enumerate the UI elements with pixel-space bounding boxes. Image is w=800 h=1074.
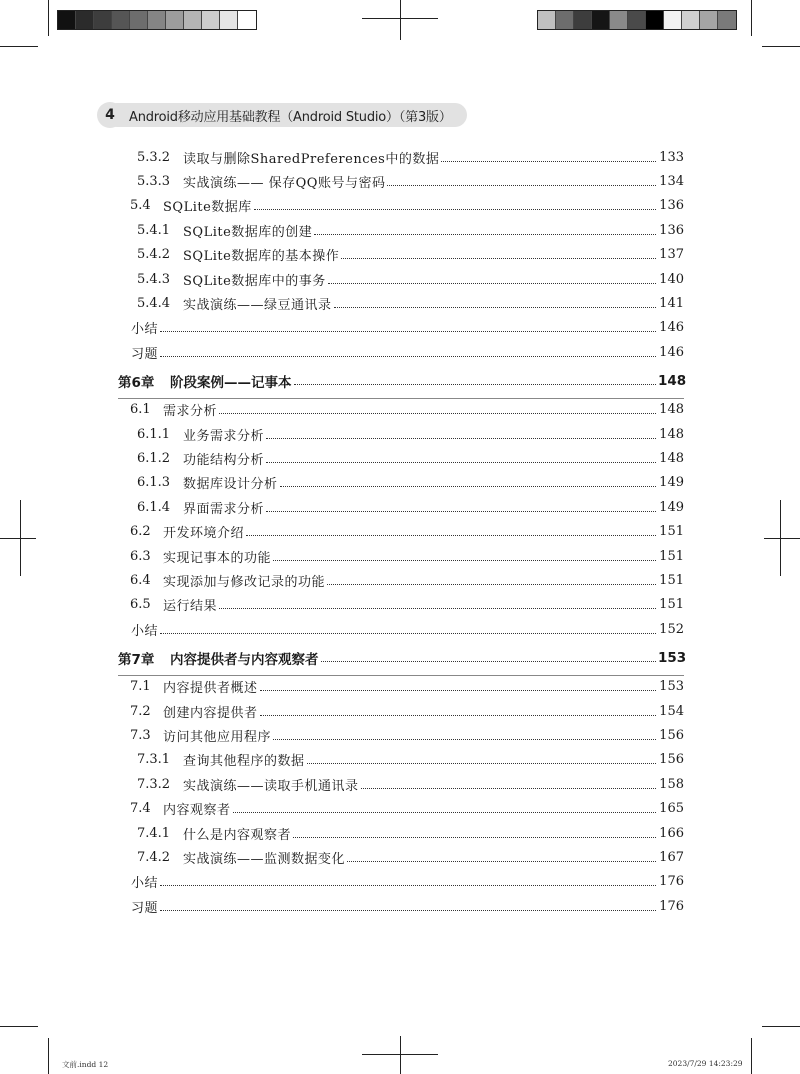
toc-entry-page: 146	[659, 344, 684, 360]
toc-entry[interactable]	[137, 146, 684, 168]
toc-entry-title: 界面需求分析	[183, 501, 265, 517]
toc-entry[interactable]	[130, 724, 684, 746]
color-swatch	[220, 11, 238, 29]
toc-entry-title: 功能结构分析	[183, 452, 265, 468]
toc-entry-page: 136	[659, 198, 684, 214]
toc-entry[interactable]	[137, 749, 684, 771]
toc-entry[interactable]	[131, 871, 684, 893]
toc-entry-page: 156	[659, 727, 684, 743]
color-swatch	[700, 11, 718, 29]
toc-entry[interactable]	[137, 170, 684, 192]
toc-entry-number: 5.4.4	[137, 295, 171, 311]
toc-entry-page: 167	[659, 849, 684, 865]
color-swatch	[538, 11, 556, 29]
toc-entry-page: 140	[659, 271, 684, 287]
toc-entry-number: 6.1.2	[137, 450, 171, 466]
toc-entry-title: 访问其他应用程序	[163, 729, 272, 745]
color-swatch	[94, 11, 112, 29]
toc-entry-page: 165	[659, 801, 684, 817]
running-header	[105, 103, 467, 127]
toc-entry-number: 7.2	[130, 703, 151, 719]
toc-entry-page: 148	[659, 450, 684, 466]
toc-entry-number: 6.3	[130, 548, 151, 564]
toc-entry-number: 7.3.2	[137, 776, 171, 792]
toc-entry-page: 148	[658, 372, 687, 389]
dot-leader	[273, 739, 656, 740]
toc-entry-title: 实战演练——绿豆通讯录	[183, 297, 332, 313]
dot-leader	[327, 584, 656, 585]
toc-entry-page: 151	[659, 597, 684, 613]
dot-leader	[219, 413, 656, 414]
toc-entry[interactable]	[130, 798, 684, 820]
toc-entry-title: 内容提供者与内容观察者	[170, 651, 319, 668]
footer-timestamp: 2023/7/29 14:23:29	[668, 1059, 743, 1068]
toc-entry[interactable]	[137, 244, 684, 266]
toc-entry[interactable]	[131, 895, 684, 917]
dot-leader	[260, 690, 656, 691]
toc-entry[interactable]	[137, 773, 684, 795]
toc-entry-title: 实现添加与修改记录的功能	[163, 574, 326, 590]
color-swatch	[574, 11, 592, 29]
crop-mark	[48, 0, 49, 36]
toc-entry-title: 实现记事本的功能	[163, 550, 272, 566]
color-swatch	[718, 11, 736, 29]
toc-entry[interactable]	[131, 341, 684, 363]
toc-entry-page: 134	[659, 173, 684, 189]
toc-entry-number: 6.1.1	[137, 426, 171, 442]
toc-entry-number: 6.1.3	[137, 475, 171, 491]
toc-entry-number: 7.4	[130, 801, 151, 817]
registration-mark-top	[362, 0, 438, 40]
registration-mark-bottom	[362, 1036, 438, 1074]
toc-entry-title: 习题	[131, 900, 159, 916]
dot-leader	[307, 763, 656, 764]
color-swatch	[130, 11, 148, 29]
toc-entry-page: 148	[659, 426, 684, 442]
toc-entry-title: 实战演练——监测数据变化	[183, 851, 346, 867]
crop-mark	[751, 0, 752, 36]
toc-entry-page: 158	[659, 776, 684, 792]
dot-leader	[387, 185, 656, 186]
toc-entry-title: SQLite数据库的创建	[183, 224, 313, 240]
color-swatch-strip-right	[537, 10, 737, 30]
toc-entry-title: SQLite数据库的基本操作	[183, 249, 340, 265]
toc-entry-number: 5.4	[130, 198, 151, 214]
color-swatch	[664, 11, 682, 29]
toc-entry-page: 176	[659, 874, 684, 890]
dot-leader	[160, 910, 656, 911]
dot-leader	[160, 331, 656, 332]
dot-leader	[160, 633, 656, 634]
color-swatch	[112, 11, 130, 29]
toc-entry[interactable]	[137, 268, 684, 290]
toc-entry[interactable]	[130, 569, 684, 591]
toc-entry-number: 7.3	[130, 727, 151, 743]
toc-entry-page: 137	[659, 247, 684, 263]
dot-leader	[341, 258, 656, 259]
color-swatch	[592, 11, 610, 29]
toc-chapter-entry[interactable]	[118, 647, 687, 669]
toc-entry-title: 小结	[131, 623, 159, 639]
toc-entry-title: 需求分析	[163, 404, 218, 420]
dot-leader	[280, 486, 656, 487]
toc-entry-number: 5.4.3	[137, 271, 171, 287]
toc-entry[interactable]	[137, 219, 684, 241]
toc-entry-number: 6.4	[130, 572, 151, 588]
dot-leader	[321, 661, 657, 662]
toc-entry-title: 查询其他程序的数据	[183, 754, 305, 770]
toc-entry-number: 7.4.2	[137, 849, 171, 865]
color-swatch	[202, 11, 220, 29]
toc-entry-number: 6.1	[130, 402, 151, 418]
toc-entry-title: 实战演练—— 保存QQ账号与密码	[183, 175, 386, 191]
toc-entry-number: 第6章	[118, 374, 155, 391]
toc-entry-title: 创建内容提供者	[163, 705, 258, 721]
toc-entry[interactable]	[131, 618, 684, 640]
toc-entry-page: 136	[659, 222, 684, 238]
toc-entry-title: SQLite数据库中的事务	[183, 273, 326, 289]
crop-mark	[0, 46, 38, 47]
toc-entry[interactable]	[130, 676, 684, 698]
toc-entry-page: 176	[659, 898, 684, 914]
toc-entry-title: 什么是内容观察者	[183, 827, 292, 843]
toc-entry[interactable]	[137, 822, 684, 844]
toc-entry[interactable]	[130, 399, 684, 421]
toc-entry[interactable]	[137, 496, 684, 518]
toc-entry-page: 166	[659, 825, 684, 841]
toc-entry-number: 7.4.1	[137, 825, 171, 841]
color-swatch	[76, 11, 94, 29]
registration-mark-right	[764, 500, 800, 576]
color-swatch	[556, 11, 574, 29]
toc-entry-number: 7.3.1	[137, 752, 171, 768]
toc-entry-number: 第7章	[118, 651, 155, 668]
toc-entry[interactable]	[130, 521, 684, 543]
dot-leader	[246, 535, 656, 536]
toc-entry-page: 133	[659, 149, 684, 165]
dot-leader	[160, 885, 656, 886]
dot-leader	[347, 861, 656, 862]
toc-entry-page: 148	[659, 402, 684, 418]
toc-entry-page: 154	[659, 703, 684, 719]
toc-entry[interactable]	[130, 195, 684, 217]
toc-entry-title: 读取与删除SharedPreferences中的数据	[183, 151, 440, 167]
toc-entry-title: 小结	[131, 322, 159, 338]
crop-mark	[751, 1038, 752, 1074]
dot-leader	[266, 462, 656, 463]
toc-entry-title: 小结	[131, 876, 159, 892]
toc-entry[interactable]	[137, 846, 684, 868]
dot-leader	[266, 438, 656, 439]
toc-entry[interactable]	[131, 317, 684, 339]
color-swatch	[58, 11, 76, 29]
toc-entry-title: 开发环境介绍	[163, 526, 245, 542]
toc-entry[interactable]	[130, 700, 684, 722]
crop-mark	[762, 46, 800, 47]
color-swatch-strip-left	[57, 10, 257, 30]
dot-leader	[334, 307, 656, 308]
toc-entry-title: 内容观察者	[163, 803, 231, 819]
toc-entry-title: 内容提供者概述	[163, 681, 258, 697]
dot-leader	[233, 812, 656, 813]
footer-file-info: 文前.indd 12	[62, 1060, 109, 1069]
toc-entry[interactable]	[137, 423, 684, 445]
color-swatch	[610, 11, 628, 29]
toc-entry-page: 149	[659, 499, 684, 515]
toc-entry-page: 151	[659, 524, 684, 540]
color-swatch	[148, 11, 166, 29]
dot-leader	[293, 837, 656, 838]
dot-leader	[266, 511, 656, 512]
toc-entry[interactable]	[137, 292, 684, 314]
dot-leader	[314, 234, 656, 235]
dot-leader	[160, 356, 656, 357]
dot-leader	[254, 209, 656, 210]
toc-entry-page: 151	[659, 548, 684, 564]
toc-entry-page: 153	[659, 679, 684, 695]
toc-entry-page: 156	[659, 752, 684, 768]
color-swatch	[166, 11, 184, 29]
crop-mark	[48, 1038, 49, 1074]
book-title: Android移动应用基础教程（Android Studio）（第3版）	[129, 109, 452, 125]
toc-entry-page: 151	[659, 572, 684, 588]
toc-entry[interactable]	[130, 594, 684, 616]
toc-entry-number: 5.4.2	[137, 247, 171, 263]
dot-leader	[294, 384, 657, 385]
crop-mark	[0, 1026, 38, 1027]
dot-leader	[260, 715, 656, 716]
toc-entry-number: 5.3.2	[137, 149, 171, 165]
toc-entry-page: 153	[658, 649, 687, 666]
dot-leader	[361, 788, 656, 789]
toc-chapter-entry[interactable]	[118, 370, 687, 392]
color-swatch	[682, 11, 700, 29]
dot-leader	[219, 608, 656, 609]
registration-mark-left	[0, 500, 36, 576]
toc-entry[interactable]	[130, 545, 684, 567]
toc-entry-number: 5.3.3	[137, 173, 171, 189]
page-number: 4	[97, 102, 123, 128]
toc-entry-number: 7.1	[130, 679, 151, 695]
toc-entry-title: 实战演练——读取手机通讯录	[183, 778, 359, 794]
toc-entry-title: 阶段案例——记事本	[170, 374, 292, 391]
toc-entry-title: 习题	[131, 346, 159, 362]
color-swatch	[628, 11, 646, 29]
color-swatch	[646, 11, 664, 29]
toc-entry-page: 149	[659, 475, 684, 491]
toc-entry-number: 6.2	[130, 524, 151, 540]
toc-entry-page: 152	[659, 621, 684, 637]
toc-entry[interactable]	[137, 447, 684, 469]
toc-entry-number: 6.5	[130, 597, 151, 613]
toc-entry-title: SQLite数据库	[163, 200, 252, 216]
crop-mark	[762, 1026, 800, 1027]
toc-entry[interactable]	[137, 472, 684, 494]
dot-leader	[441, 161, 656, 162]
toc-entry-title: 业务需求分析	[183, 428, 265, 444]
toc-entry-number: 5.4.1	[137, 222, 171, 238]
toc-entry-page: 141	[659, 295, 684, 311]
color-swatch	[238, 11, 256, 29]
color-swatch	[184, 11, 202, 29]
toc-entry-number: 6.1.4	[137, 499, 171, 515]
toc-entry-title: 运行结果	[163, 599, 218, 615]
dot-leader	[328, 283, 656, 284]
toc-entry-title: 数据库设计分析	[183, 477, 278, 493]
toc-entry-page: 146	[659, 320, 684, 336]
dot-leader	[273, 560, 656, 561]
